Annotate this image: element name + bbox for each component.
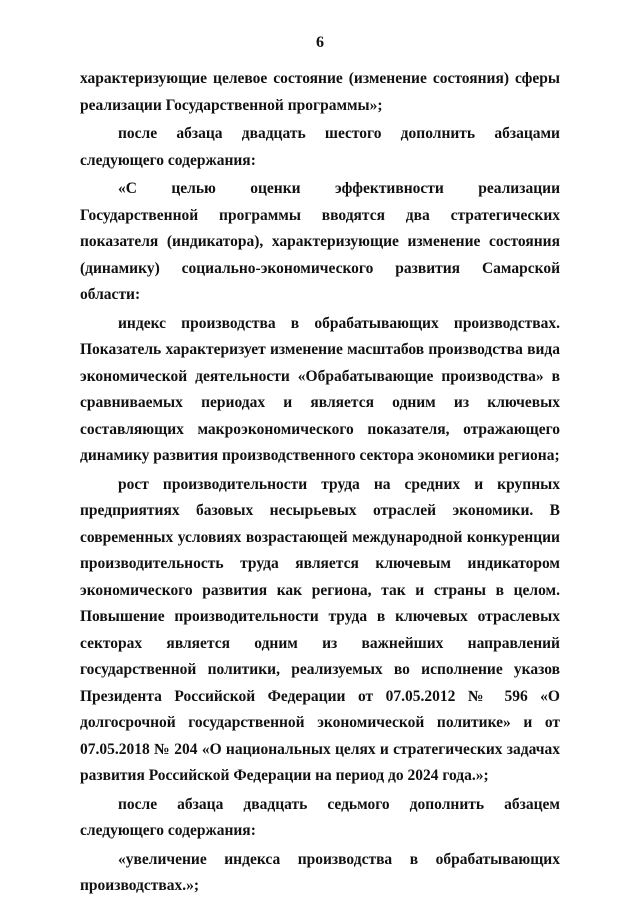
page-number: 6 xyxy=(316,34,324,51)
paragraph-4: индекс производства в обрабатывающих производствах. Показатель характеризует изменение масштабов производства вида экономической деятельности «Обрабатывающие производства» в сравниваемых периодах и является одним из ключевых составляющих макроэкономического показателя, отражающего динамику развития производственного сектора экономики региона; xyxy=(80,314,560,464)
paragraph-3: «С целью оценки эффективности реализации Государственной программы вводятся два стратегических показателя (индикатора), характеризующие изменение состояния (динамику) социально-экономического развития Самарской области: xyxy=(80,180,560,303)
paragraph-7: «увеличение индекса производства в обрабатывающих производствах.»; xyxy=(80,850,560,894)
paragraph-2: после абзаца двадцать шестого дополнить абзацами следующего содержания: xyxy=(80,125,560,169)
paragraph-5: рост производительности труда на средних и крупных предприятиях базовых несырьевых отраслей экономики. В современных условиях возрастающей международной конкуренции производительность труда является ключевым индикатором экономического развития как региона, так и страны в целом. Повышение производительности труда в ключевых отраслевых секторах является одним из важнейших направлений государственной политики, реализуемых во исполнение указов Президента Российской Федерации от 07.05.2012 № 596 «О долгосрочной государственной экономической политике» и от 07.05.2018 № 204 «О национальных целях и стратегических задачах развития Российской Федерации на период до 2024 года.»; xyxy=(80,475,560,784)
document-body xyxy=(80,66,560,900)
paragraph-6: после абзаца двадцать седьмого дополнить абзацем следующего содержания: xyxy=(80,795,560,839)
paragraph-1: характеризующие целевое состояние (изменение состояния) сферы реализации Государственной программы»; xyxy=(80,70,560,114)
